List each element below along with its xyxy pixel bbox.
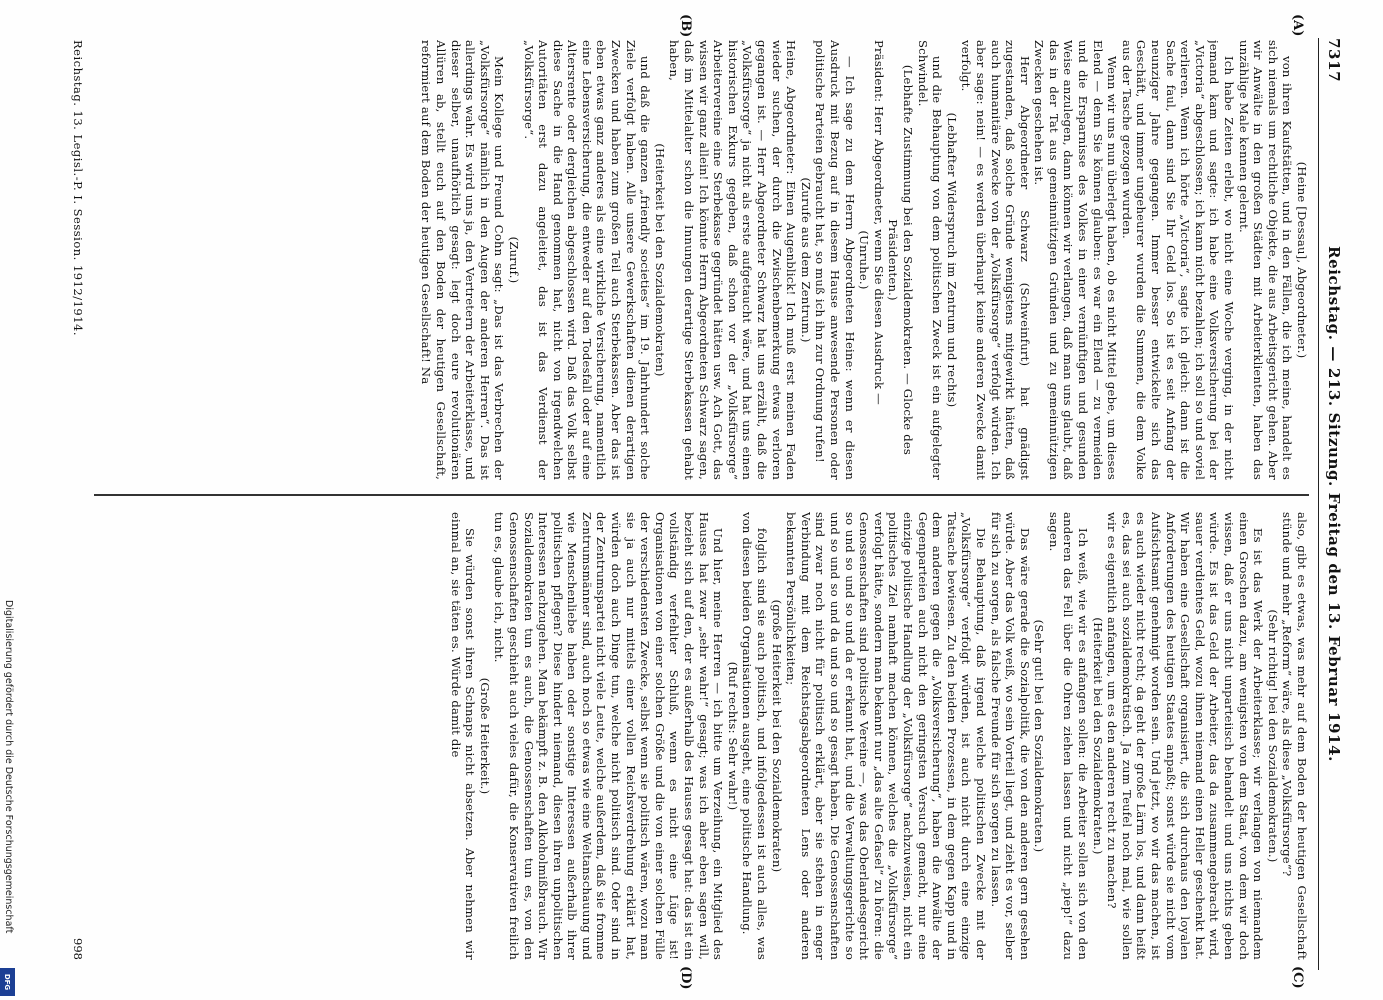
stage-direction: (Ruf rechts: Sehr wahr!) bbox=[725, 661, 740, 811]
column-divider bbox=[94, 494, 1309, 496]
text-paragraph: und die Behauptung von dem politischen Zweck ist ein aufgelegter Schwindel. bbox=[915, 40, 945, 480]
text-paragraph: von ihren Kaufstätten, und in den Fällen, die ich meine, handelt es sich niemals um rechtliche Objekte, die aus Arbeitsgericht gehen. Aber wir Anwälte in den großen Städten mit Arbeiterklienten, haben das unzählige Male kennen gelernt. bbox=[1236, 40, 1295, 480]
text-paragraph: Das wäre gerade die Sozialpolitik, die von den anderen gern gesehen würde. Aber das Volk weiß, wo sein Vorteil liegt, und zieht es vor, selber für sich zu sorgen, als falsche Freunde für sich sorgen zu lassen. bbox=[988, 512, 1032, 960]
right-text-column bbox=[94, 512, 1309, 960]
text-paragraph: Ich habe Zeiten erlebt, wo nicht eine Woche verging, in der nicht jemand kam und sagte: ich habe eine Volksversicherung bei der „Victoria“ abgeschlossen; ich kann nicht bezahlen; ich soll so und soviel verlieren. Wenn ich hörte „Victoria“, sagte ich gleich: dann ist die Sache faul, dann sind Sie Ihr Geld los. So ist es seit Anfang der neunziger Jahre gegangen. Immer besser entwickelte sich das Geschäft, und immer ungeheurer wurden die Summen, die dem Volke aus der Tasche gezogen wurden. bbox=[1119, 40, 1237, 480]
stage-direction: (Lebhafter Widerspruch im Zentrum und rechts) bbox=[944, 112, 959, 408]
text-paragraph: Ich weiß, wie wir es anfangen sollen: die Arbeiter sollen sich von den anderen das Fell über die Ohren ziehen lassen und nicht „piep!“ dazu sagen. bbox=[1046, 512, 1091, 960]
footer-session-info: Reichstag. 13. Legisl.-P. I. Session. 1912/1914. bbox=[71, 40, 85, 337]
stage-direction: (Sehr gut! bei den Sozialdemokraten.) bbox=[1032, 619, 1047, 853]
text-paragraph: also, gibt es etwas, was mehr auf dem Boden der heutigen Gesellschaft stünde und mehr „Reform“ wäre, als diese „Volksfürsorge“? bbox=[1280, 512, 1309, 960]
stage-direction: (Heiterkeit bei den Sozialdemokraten.) bbox=[1090, 617, 1105, 855]
page-header bbox=[1318, 38, 1347, 970]
text-paragraph: Präsident: Herr Abgeordneter, wenn Sie diesen Ausdruck — bbox=[871, 40, 886, 405]
credit-text: Digitalisierung gefördert durch die Deutsche Forschungsgemeinschaft bbox=[3, 600, 14, 934]
footer-page-number: 998 bbox=[71, 938, 85, 960]
text-paragraph: Und hier, meine Herren — ich bitte um Verzeihung, ein Mitglied des Hauses hat zwar „sehr wahr!“ gesagt; was ich aber eben sagen will, bezieht sich auf den, der es außerhalb des Hauses gesagt hat: das ist ein vollständig verfehlter Schluß, wenn es nicht eine Lüge ist! Organisationen von einer solchen Größe und die von einer solchen Fülle der verschiedensten Zwecke, selbst wenn sie politisch wären, wozu man sie ja auch nur mittels einer vollen Reichsverdrehung erklärt hat, würden doch auch Dinge tun, welche nicht politisch sind. Oder sind in der Zentrumspartei nicht viele Leute, welche außerdem, daß sie fromme Zentrumsmänner sind, auch noch so etwas wie eine Weltanschauung und wie Menschenliebe haben oder sonstige Interessen außerhalb ihrer politischen pflegen? Diese hindert niemand, diesen ihren unpolitischen Interessen nachzugehen. Man bekämpft z. B. den Alkoholmißbrauch. Wir Sozialdemokraten tun es auch, die Genossenschaften tun es, von den Genossenschaften geschieht auch vieles dafür, die Konservativen freilich tun es, glaube ich, nicht. bbox=[492, 512, 726, 960]
text-paragraph: folglich sind sie auch politisch, und infolgedessen ist auch alles, was von diesen beiden Organisationen ausgeht, eine politische Handlung. bbox=[740, 512, 770, 960]
margin-mark-d: (D) bbox=[678, 966, 693, 990]
text-paragraph: Mein Kollege und Freund Cohn sagt: „Das ist das Verbrechen der „Volksfürsorge“ nämlich in den Augen der anderen Herren“. Das ist allerdings wahr. Es wird uns ja, den Vertretern der Arbeiterklasse, und dieser selber, unaufhörlich gesagt: legt doch eure revolutionären Allüren ab, stellt euch auf den Boden der heutigen Gesellschaft, reformiert auf dem Boden der heutigen Gesellschaft! Na bbox=[419, 40, 507, 480]
text-paragraph: Es ist das Werk der Arbeiterklasse; wir verlangen von niemandem einen Groschen dazu, am wenigsten von dem Staat, von dem wir doch wissen, daß er uns nicht unparteiisch behandelt und uns nichts geben würde. Es ist das Geld der Arbeiter, das da zusammengebracht wird, sauer verdientes Geld, wozu ihnen niemand einen Heller geschenkt hat. Wir haben eine Gesellschaft organisiert, die sich durchaus den loyalen Anforderungen des heutigen Staates anpaßt; sonst würde sie nicht vom Aufsichtsamt genehmigt worden sein. Und jetzt, wo wir das machen, ist es auch wieder nicht recht; da geht der große Lärm los, und dann heißt es, das sei auch sozialdemokratisch. Ja zum Teufel noch mal, wie sollen wir es eigentlich anfangen, um es den anderen recht zu machen? bbox=[1105, 512, 1266, 960]
text-paragraph: Herr Abgeordneter Schwarz (Schweinfurt) hat gnädigst zugestanden, daß solche Gründe wenigstens mitgewirkt hätten, daß auch humanitäre Zwecke von der „Volksfürsorge“ verfolgt würden. Ich aber sage: nein! — es werden überhaupt keine anderen Zwecke damit verfolgt. bbox=[959, 40, 1032, 480]
logo-text: DFG bbox=[3, 973, 12, 991]
header-title: Reichstag. — 213. Sitzung. Freitag den 13. Februar 1914. bbox=[1325, 246, 1343, 762]
dfg-logo-icon bbox=[0, 968, 15, 996]
stage-direction: (Unruhe.) bbox=[857, 230, 872, 290]
stage-direction: (große Heiterkeit bei den Sozialdemokraten) bbox=[769, 599, 784, 873]
text-paragraph: Heine, Abgeordneter: Einen Augenblick! Ich muß erst meinen Faden wieder suchen, der durch die Zwischenbemerkung etwas verloren gegangen ist. — Herr Abgeordneter Schwarz hat uns erzählt, daß die „Volksfürsorge“ ja nicht als erste aufgetaucht wäre, und hat uns einen historischen Exkurs gegeben, daß schon vor der „Volksfürsorge“ Arbeitervereine eine Sterbekasse gegründet hätten usw. Ach Gott, das wissen wir ganz allein! Ich könnte Herrn Abgeordneten Schwarz sagen, daß im Mittelalter schon die Innungen derartige Sterbekassen gehabt haben, bbox=[667, 40, 799, 480]
left-text-column bbox=[94, 40, 1309, 480]
stage-direction: (Sehr richtig! bei den Sozialdemokraten.) bbox=[1265, 609, 1280, 863]
stage-direction: (Zurufe aus dem Zentrum.) bbox=[798, 177, 813, 343]
stage-direction: (Heiterkeit bei den Sozialdemokraten) bbox=[652, 143, 667, 377]
text-paragraph: — Ich sage zu dem Herrn Abgeordneten Heine: wenn er diesen Ausdruck mit Bezug auf in diesem Hause anwesende Personen oder politische Parteien gebraucht hat, so muß ich ihn zur Ordnung rufen! bbox=[813, 40, 857, 480]
stage-direction: (Große Heiterkeit.) bbox=[477, 677, 492, 795]
margin-mark-c: (C) bbox=[1290, 966, 1305, 989]
margin-mark-a: (A) bbox=[1290, 14, 1305, 37]
text-paragraph: und daß die ganzen „friendly societies“ im 19. Jahrhundert solche Ziele verfolgt haben. Alle unsere Gewerkschaften dienen derartigen Zwecken und haben zum großen Teil auch Sterbekassen. Aber das ist eben etwas ganz anderes als eine wirkliche Versicherung, namentlich eine Lebensversicherung, die entweder auf den Todesfall oder auf eine Altersrente oder dergleichen abgeschlossen wird. Daß das Volk selbst diese Sache in die Hand genommen hat, nicht von irgendwelchen Autoritäten erst dazu angeleitet, das ist das Verdienst der „Volksfürsorge“. bbox=[521, 40, 653, 480]
page-number-left: 7317 bbox=[1325, 38, 1343, 83]
stage-direction: (Heine [Dessau], Abgeordneter.) bbox=[1295, 161, 1309, 359]
text-paragraph: Wenn wir uns nun überlegt haben, ob es nicht Mittel gebe, um dieses Elend — denn Sie können glauben: es war ein Elend — zu vermeiden und die Ersparnisse des Volkes in einer vernünftigen und gesunden Weise anzulegen, dann können wir verlangen, daß man uns glaubt, daß das in der Tat aus gemeinnützigen Gründen und zu gemeinnützigen Zwecken geschehen ist. bbox=[1032, 40, 1120, 480]
text-paragraph: Sie würden sonst ihren Schnaps nicht absetzen. Aber nehmen wir einmal an, sie täten es. Würde damit die bbox=[448, 512, 478, 960]
digitization-credit bbox=[2, 600, 16, 1000]
margin-mark-b: (B) bbox=[678, 14, 693, 38]
text-paragraph: Die Behauptung, daß irgend welche politischen Zwecke mit der „Volksfürsorge“ verfolgt würden, ist auch nicht durch eine einzige Tatsache bewiesen. Zu den beiden Prozessen, in dem gegen Kapp und in dem anderen gegen die „Volksversicherung“, haben die Anwälte der Gegenparteien auch nicht den geringsten Versuch gemacht, nur eine einzige politische Handlung der „Volksfürsorge“ nachzuweisen, nicht ein politisches Ziel namhaft machen können, welches die „Volksfürsorge“ verfolgt hätte, sondern man bekannt nur „das alte Gefasel“ zu hören: die Genossenschaften sind politische Vereine —, was das Oberlandesgericht so und so und so und da er erkannt hat, und die Verwaltungsgerichte so und so und so und da und so und so gesagt haben. Die Genossenschaften sind zwar noch nicht für politisch erklärt, aber sie stehen in enger Verbindung mit dem Reichstagsabgeordneten Lens oder anderen bekannten Persönlichkeiten; bbox=[784, 512, 988, 960]
stage-direction: (Zuruf.) bbox=[506, 236, 521, 284]
stage-direction: (Lebhafte Zustimmung bei den Sozialdemokraten. — Glocke des Präsidenten.) bbox=[886, 64, 915, 456]
